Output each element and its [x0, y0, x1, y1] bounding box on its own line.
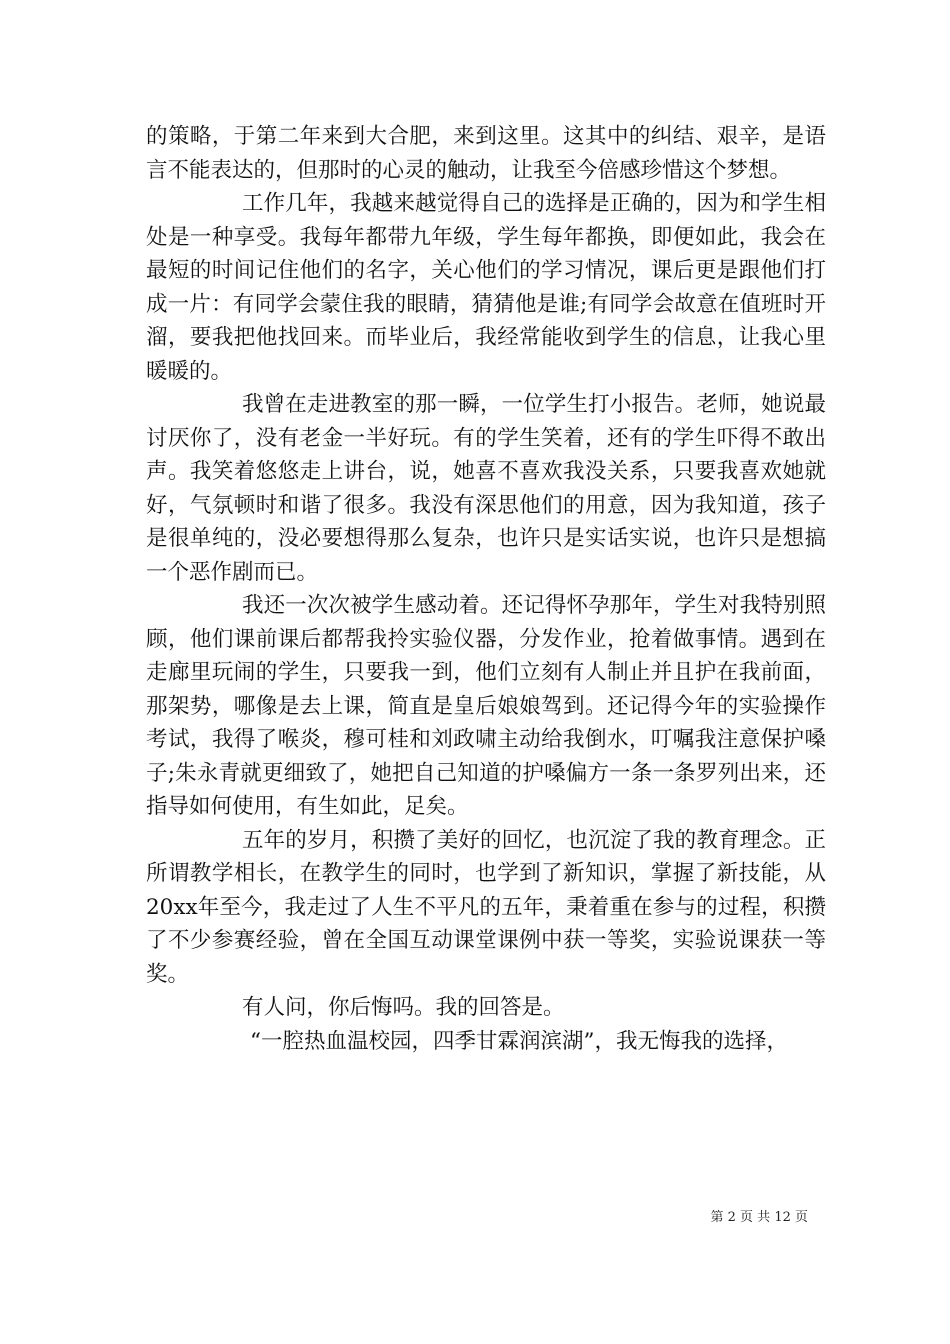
paragraph-classroom-moment: 我曾在走进教室的那一瞬，一位学生打小报告。老师，她说最讨厌你了，没有老金一半好玩。有的学生笑着，还有的学生吓得不敢出声。我笑着悠悠走上讲台，说，她喜不喜欢我没关系，只要我喜欢她就好，气氛顿时和谐了很多。我没有深思他们的用意，因为我知道，孩子是很单纯的，没必要想得那么复杂，也许只是实话实说，也许只是想搞一个恶作剧而已。	[146, 392, 826, 585]
paragraph-touched-by-students: 我还一次次被学生感动着。还记得怀孕那年，学生对我特别照顾，他们课前课后都帮我拎实验仪器，分发作业，抢着做事情。遇到在走廊里玩闹的学生，只要我一到，他们立刻有人制止并且护在我前面，那架势，哪像是去上课，简直是皇后娘娘驾到。还记得今年的实验操作考试，我得了喉炎，穆可桂和刘政啸主动给我倒水，叮嘱我注意保护嗓子;朱永青就更细致了，她把自己知道的护嗓偏方一条一条罗列出来，还指导如何使用，有生如此，足矣。	[146, 593, 826, 819]
document-body	[146, 120, 826, 1058]
paragraph-regret-question: 有人问，你后悔吗。我的回答是。	[242, 995, 565, 1020]
paragraph-quote: “一腔热血温校园，四季甘霖润滨湖”，我无悔我的选择，	[250, 1028, 788, 1054]
paragraph-continuation: 的策略，于第二年来到大合肥，来到这里。这其中的纠结、艰辛，是语言不能表达的，但那时的心灵的触动，让我至今倍感珍惜这个梦想。	[146, 124, 826, 183]
page-number-footer: 第 2 页 共 12 页	[710, 1210, 808, 1225]
paragraph-five-years: 五年的岁月，积攒了美好的回忆，也沉淀了我的教育理念。正所谓教学相长，在教学生的同时，也学到了新知识，掌握了新技能，从20xx年至今，我走过了人生不平凡的五年，秉着重在参与的过程，积攒了不少参赛经验，曾在全国互动课堂课例中获一等奖，实验说课获一等奖。	[146, 827, 826, 987]
paragraph-work-years: 工作几年，我越来越觉得自己的选择是正确的，因为和学生相处是一种享受。我每年都带九年级，学生每年都换，即便如此，我会在最短的时间记住他们的名字，关心他们的学习情况，课后更是跟他们打成一片：有同学会蒙住我的眼睛，猜猜他是谁;有同学会故意在值班时开溜，要我把他找回来。而毕业后，我经常能收到学生的信息，让我心里暖暖的。	[146, 191, 826, 384]
